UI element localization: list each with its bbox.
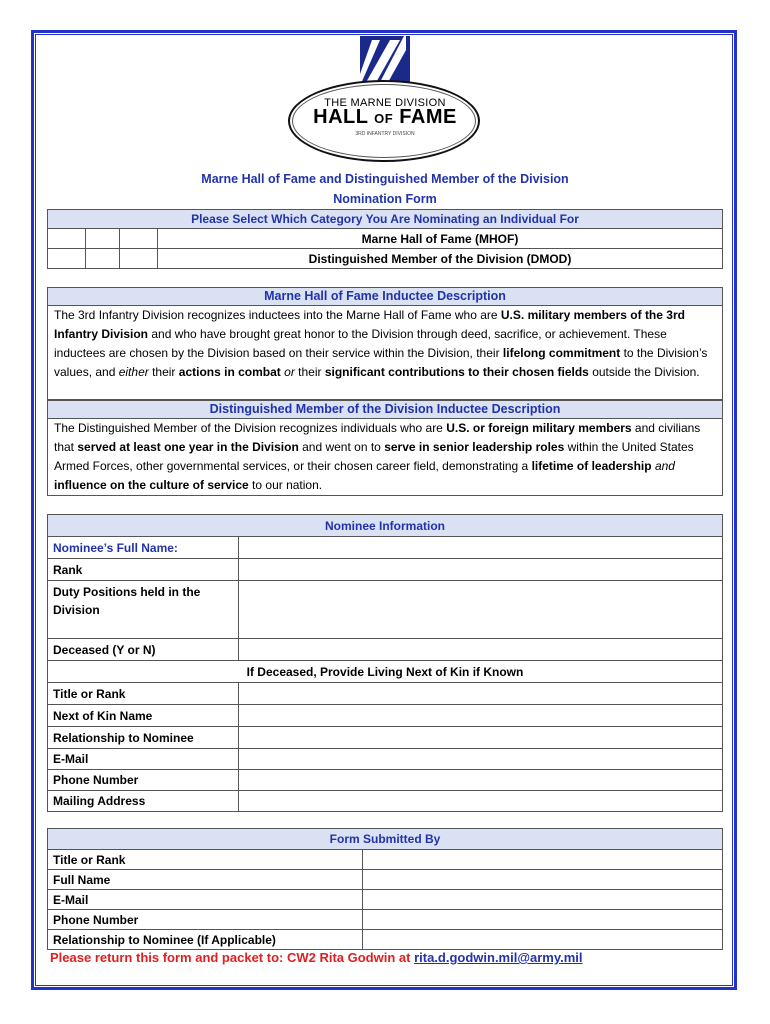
- kin-title-field[interactable]: [239, 683, 723, 705]
- kin-email-label: E-Mail: [48, 749, 239, 770]
- kin-email-field[interactable]: [239, 749, 723, 770]
- nominee-duty-positions-label: Duty Positions held in the Division: [48, 581, 239, 639]
- mhof-option-label: Marne Hall of Fame (MHOF): [158, 229, 723, 249]
- nominee-rank-field[interactable]: [239, 559, 723, 581]
- page-title: Marne Hall of Fame and Distinguished Member of the Division: [201, 172, 569, 186]
- nominee-table: [47, 514, 723, 812]
- submitter-name-field[interactable]: [363, 870, 723, 890]
- logo-line-3: 3RD INFANTRY DIVISION: [355, 131, 415, 137]
- mhof-description-header: Marne Hall of Fame Inductee Description: [48, 288, 722, 306]
- nominee-full-name-label: Nominee’s Full Name:: [48, 537, 239, 559]
- submitter-title-field[interactable]: [363, 850, 723, 870]
- page-subtitle: Nomination Form: [333, 192, 437, 206]
- category-header: Please Select Which Category You Are Nominating an Individual For: [48, 210, 723, 229]
- mhof-checkbox[interactable]: [86, 229, 119, 248]
- submitter-email-field[interactable]: [363, 890, 723, 910]
- nominee-duty-positions-field[interactable]: [239, 581, 723, 639]
- kin-address-field[interactable]: [239, 791, 723, 812]
- dmod-description-text: The Distinguished Member of the Division recognizes individuals who are U.S. or foreign military members and civilians that served at least one year in the Division and went on to serve in senior leadership roles within the United States Armed Forces, other governmental services, or their chosen career field, demonstrating a lifetime of leadership and influence on the culture of service to our nation.: [54, 421, 701, 492]
- kin-name-label: Next of Kin Name: [48, 705, 239, 727]
- dmod-checkbox[interactable]: [86, 249, 119, 268]
- nominee-header: Nominee Information: [48, 515, 723, 537]
- dmod-description-box: [47, 400, 723, 496]
- kin-phone-field[interactable]: [239, 770, 723, 791]
- dmod-option-label: Distinguished Member of the Division (DMOD): [158, 249, 723, 269]
- kin-name-field[interactable]: [239, 705, 723, 727]
- category-table: [47, 209, 723, 269]
- mhof-description-box: [47, 287, 723, 400]
- logo-line-2: HALL OF FAME: [313, 106, 457, 128]
- kin-title-label: Title or Rank: [48, 683, 239, 705]
- kin-relationship-label: Relationship to Nominee: [48, 727, 239, 749]
- kin-phone-label: Phone Number: [48, 770, 239, 791]
- submitter-email-label: E-Mail: [48, 890, 363, 910]
- nominee-full-name-field[interactable]: [239, 537, 723, 559]
- dmod-description-header: Distinguished Member of the Division Inductee Description: [48, 401, 722, 419]
- submitted-by-table: [47, 828, 723, 950]
- kin-address-label: Mailing Address: [48, 791, 239, 812]
- return-instructions: Please return this form and packet to: CW2 Rita Godwin at rita.d.godwin.mil@army.mil: [50, 950, 583, 965]
- logo-line-1: THE MARNE DIVISION: [324, 97, 446, 109]
- nominee-deceased-field[interactable]: [239, 639, 723, 661]
- submitter-relationship-label: Relationship to Nominee (If Applicable): [48, 930, 363, 950]
- contact-email-link[interactable]: rita.d.godwin.mil@army.mil: [414, 950, 583, 965]
- nominee-deceased-label: Deceased (Y or N): [48, 639, 239, 661]
- kin-relationship-field[interactable]: [239, 727, 723, 749]
- submitter-phone-field[interactable]: [363, 910, 723, 930]
- submitter-title-label: Title or Rank: [48, 850, 363, 870]
- submitter-relationship-field[interactable]: [363, 930, 723, 950]
- mhof-description-text: The 3rd Infantry Division recognizes inductees into the Marne Hall of Fame who are U.S. military members of the 3rd Infantry Division and who have brought great honor to the Division through deed, sacrifice, or achievement. These inductees are chosen by the Division based on their service within the Division, their lifelong commitment to the Division’s values, and either their actions in combat or their significant contributions to their chosen fields outside the Division.: [54, 308, 708, 379]
- nominee-rank-label: Rank: [48, 559, 239, 581]
- next-of-kin-header: If Deceased, Provide Living Next of Kin if Known: [48, 661, 723, 683]
- submitted-by-header: Form Submitted By: [48, 829, 723, 850]
- submitter-phone-label: Phone Number: [48, 910, 363, 930]
- submitter-name-label: Full Name: [48, 870, 363, 890]
